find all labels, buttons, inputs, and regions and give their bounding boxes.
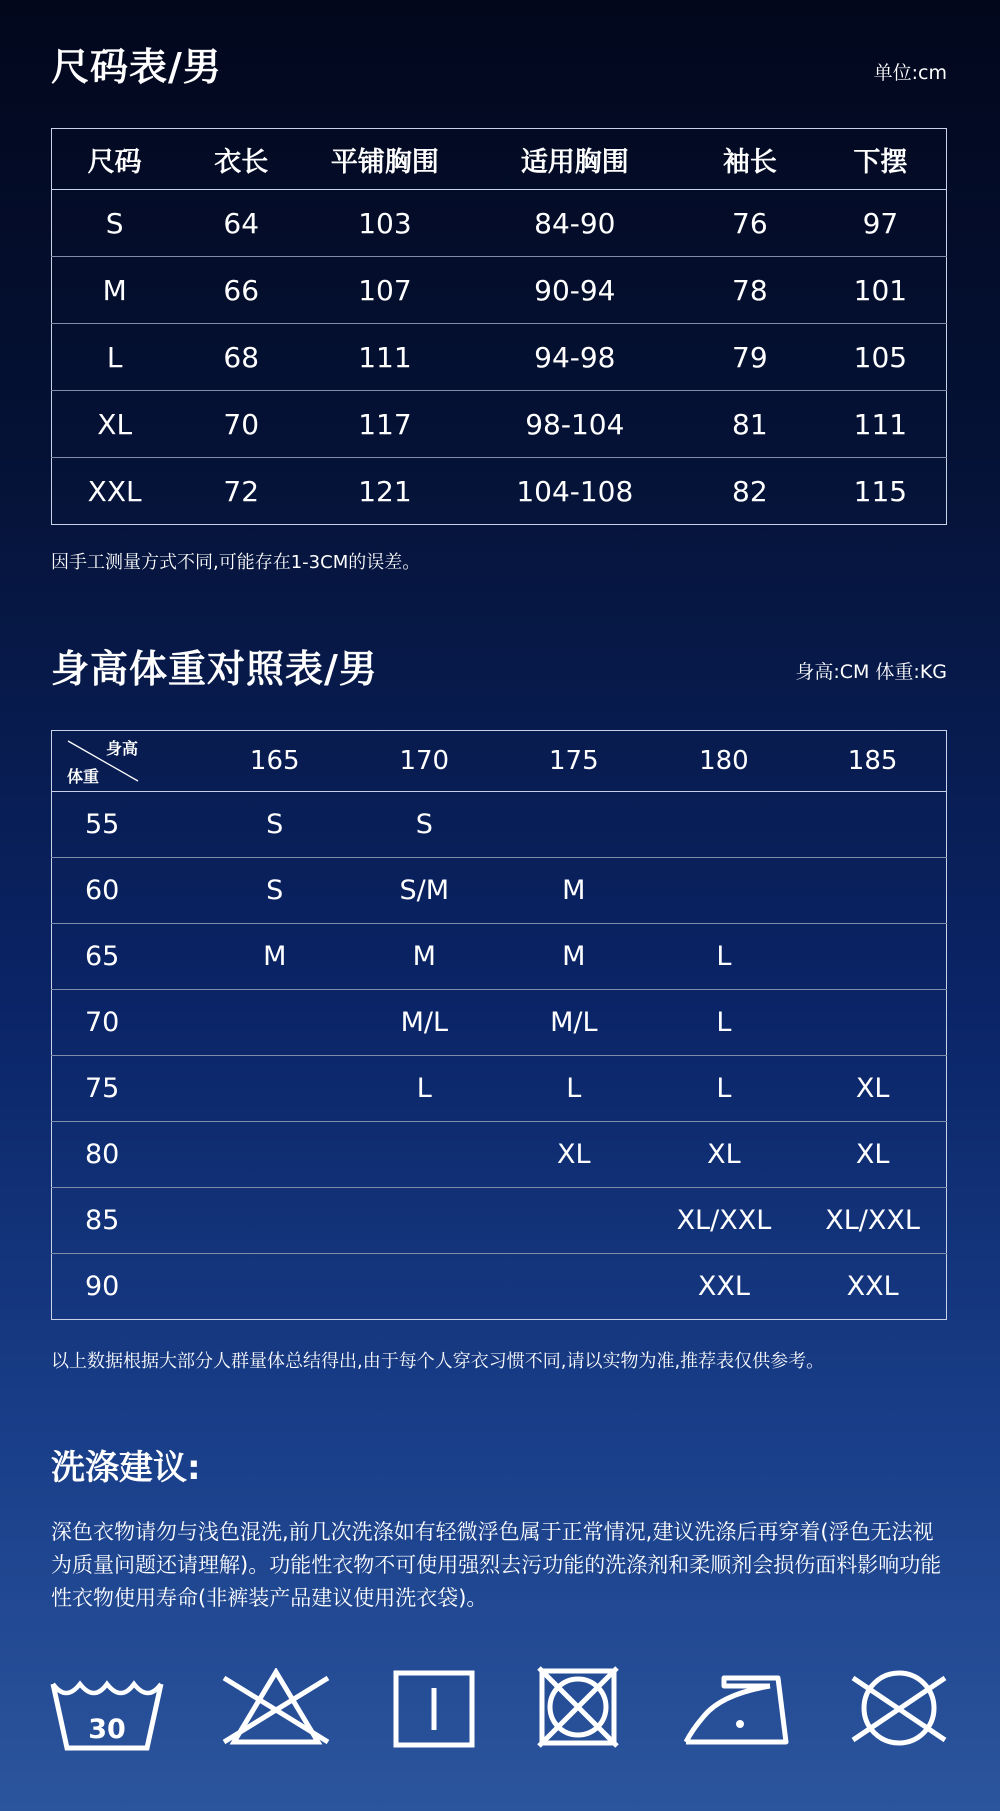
recommended-size-cell [649,792,800,858]
size-chart-unit: 单位:cm [873,62,947,84]
size-header-cell: 平铺胸围 [305,129,465,190]
corner-header [52,731,200,792]
size-header-cell: 尺码 [52,129,178,190]
size-chart-note: 因手工测量方式不同,可能存在1-3CM的误差。 [51,552,421,573]
weight-label: 55 [52,792,200,858]
recommended-size-cell: XL [499,1122,649,1188]
recommended-size-cell: S [200,858,350,924]
size-cell: 98-104 [465,391,685,458]
size-cell: 97 [815,190,947,257]
recommended-size-cell [799,792,946,858]
recommended-size-cell: XL/XXL [799,1188,946,1254]
recommended-size-cell: L [649,990,800,1056]
size-cell: 79 [685,324,815,391]
recommended-size-cell [200,1254,350,1320]
size-cell: 103 [305,190,465,257]
recommended-size-cell [799,858,946,924]
weight-row [52,792,947,858]
size-row [52,190,947,257]
recommended-size-cell: M [499,858,649,924]
recommended-size-cell: M [350,924,500,990]
size-cell: 66 [177,257,305,324]
weight-label: 80 [52,1122,200,1188]
recommended-size-cell: XXL [649,1254,800,1320]
height-header-cell: 180 [649,731,800,792]
size-cell: 78 [685,257,815,324]
size-row [52,391,947,458]
no-dry-clean-icon [849,1668,949,1748]
size-cell: 68 [177,324,305,391]
height-header-cell: 175 [499,731,649,792]
height-weight-unit: 身高:CM 体重:KG [795,661,947,683]
recommended-size-cell: L [350,1056,500,1122]
size-cell: 70 [177,391,305,458]
recommended-size-cell [799,990,946,1056]
recommended-size-cell [499,1254,649,1320]
no-bleach-icon [220,1668,332,1748]
size-header-cell: 下摆 [815,129,947,190]
size-cell: 115 [815,458,947,525]
washing-title: 洗涤建议: [51,1448,201,1488]
recommended-size-cell: M [499,924,649,990]
recommended-size-cell: S/M [350,858,500,924]
recommended-size-cell: M/L [499,990,649,1056]
recommended-size-cell: S [200,792,350,858]
size-cell: 94-98 [465,324,685,391]
corner-height-label: 身高 [106,739,139,758]
size-cell: 107 [305,257,465,324]
weight-label: 90 [52,1254,200,1320]
size-cell: 104-108 [465,458,685,525]
size-cell: 117 [305,391,465,458]
size-header-cell: 衣长 [177,129,305,190]
no-tumble-dry-icon [537,1666,619,1748]
recommended-size-cell: XL [799,1122,946,1188]
recommended-size-cell: XXL [799,1254,946,1320]
size-cell: 82 [685,458,815,525]
recommended-size-cell: M [200,924,350,990]
recommended-size-cell [350,1122,500,1188]
height-weight-title: 身高体重对照表/男 [51,647,378,691]
recommended-size-cell [350,1188,500,1254]
recommended-size-cell [350,1254,500,1320]
size-row [52,324,947,391]
recommended-size-cell [499,792,649,858]
corner-weight-label: 体重 [67,767,100,786]
size-cell: XL [52,391,178,458]
weight-row [52,1254,947,1320]
size-cell: 81 [685,391,815,458]
recommended-size-cell [200,1056,350,1122]
size-cell: XXL [52,458,178,525]
size-cell: 111 [305,324,465,391]
washing-text: 深色衣物请勿与浅色混洗,前几次洗涤如有轻微浮色属于正常情况,建议洗涤后再穿着(浮色无法视为质量问题还请理解)。功能性衣物不可使用强烈去污功能的洗涤剂和柔顺剂会损伤面料影响功能性衣物使用寿命(非裤装产品建议使用洗衣袋)。 [51,1520,942,1610]
weight-row [52,858,947,924]
recommended-size-cell: L [499,1056,649,1122]
recommended-size-cell: M/L [350,990,500,1056]
size-cell: L [52,324,178,391]
height-header-cell: 185 [799,731,946,792]
line-dry-icon [393,1670,475,1748]
weight-row [52,1188,947,1254]
height-header-cell: 170 [350,731,500,792]
weight-row [52,924,947,990]
size-cell: 84-90 [465,190,685,257]
weight-label: 60 [52,858,200,924]
weight-label: 85 [52,1188,200,1254]
recommended-size-cell: XL [799,1056,946,1122]
size-cell: 101 [815,257,947,324]
size-header-cell: 袖长 [685,129,815,190]
size-cell: 76 [685,190,815,257]
size-header-cell: 适用胸围 [465,129,685,190]
weight-label: 70 [52,990,200,1056]
weight-label: 75 [52,1056,200,1122]
height-weight-note: 以上数据根据大部分人群量体总结得出,由于每个人穿衣习惯不同,请以实物为准,推荐表仅供参考。 [51,1351,825,1372]
size-cell: 105 [815,324,947,391]
recommended-size-cell: L [649,924,800,990]
size-cell: 64 [177,190,305,257]
recommended-size-cell [799,924,946,990]
recommended-size-cell [200,1188,350,1254]
size-cell: M [52,257,178,324]
recommended-size-cell: XL [649,1122,800,1188]
recommended-size-cell [649,858,800,924]
weight-row [52,1056,947,1122]
recommended-size-cell: L [649,1056,800,1122]
recommended-size-cell [200,1122,350,1188]
recommended-size-cell [200,990,350,1056]
size-row [52,257,947,324]
size-chart-title: 尺码表/男 [51,45,222,89]
weight-row [52,990,947,1056]
weight-label: 65 [52,924,200,990]
size-cell: 111 [815,391,947,458]
height-header-cell: 165 [200,731,350,792]
recommended-size-cell [499,1188,649,1254]
recommended-size-cell: S [350,792,500,858]
height-weight-table [51,730,947,1320]
size-cell: 121 [305,458,465,525]
size-cell: 72 [177,458,305,525]
iron-low-icon [682,1670,790,1746]
size-row [52,458,947,525]
size-table [51,128,947,525]
wash-30-icon [50,1672,164,1752]
size-cell: 90-94 [465,257,685,324]
wash-temp-label: 30 [88,1714,126,1745]
recommended-size-cell: XL/XXL [649,1188,800,1254]
weight-row [52,1122,947,1188]
size-cell: S [52,190,178,257]
